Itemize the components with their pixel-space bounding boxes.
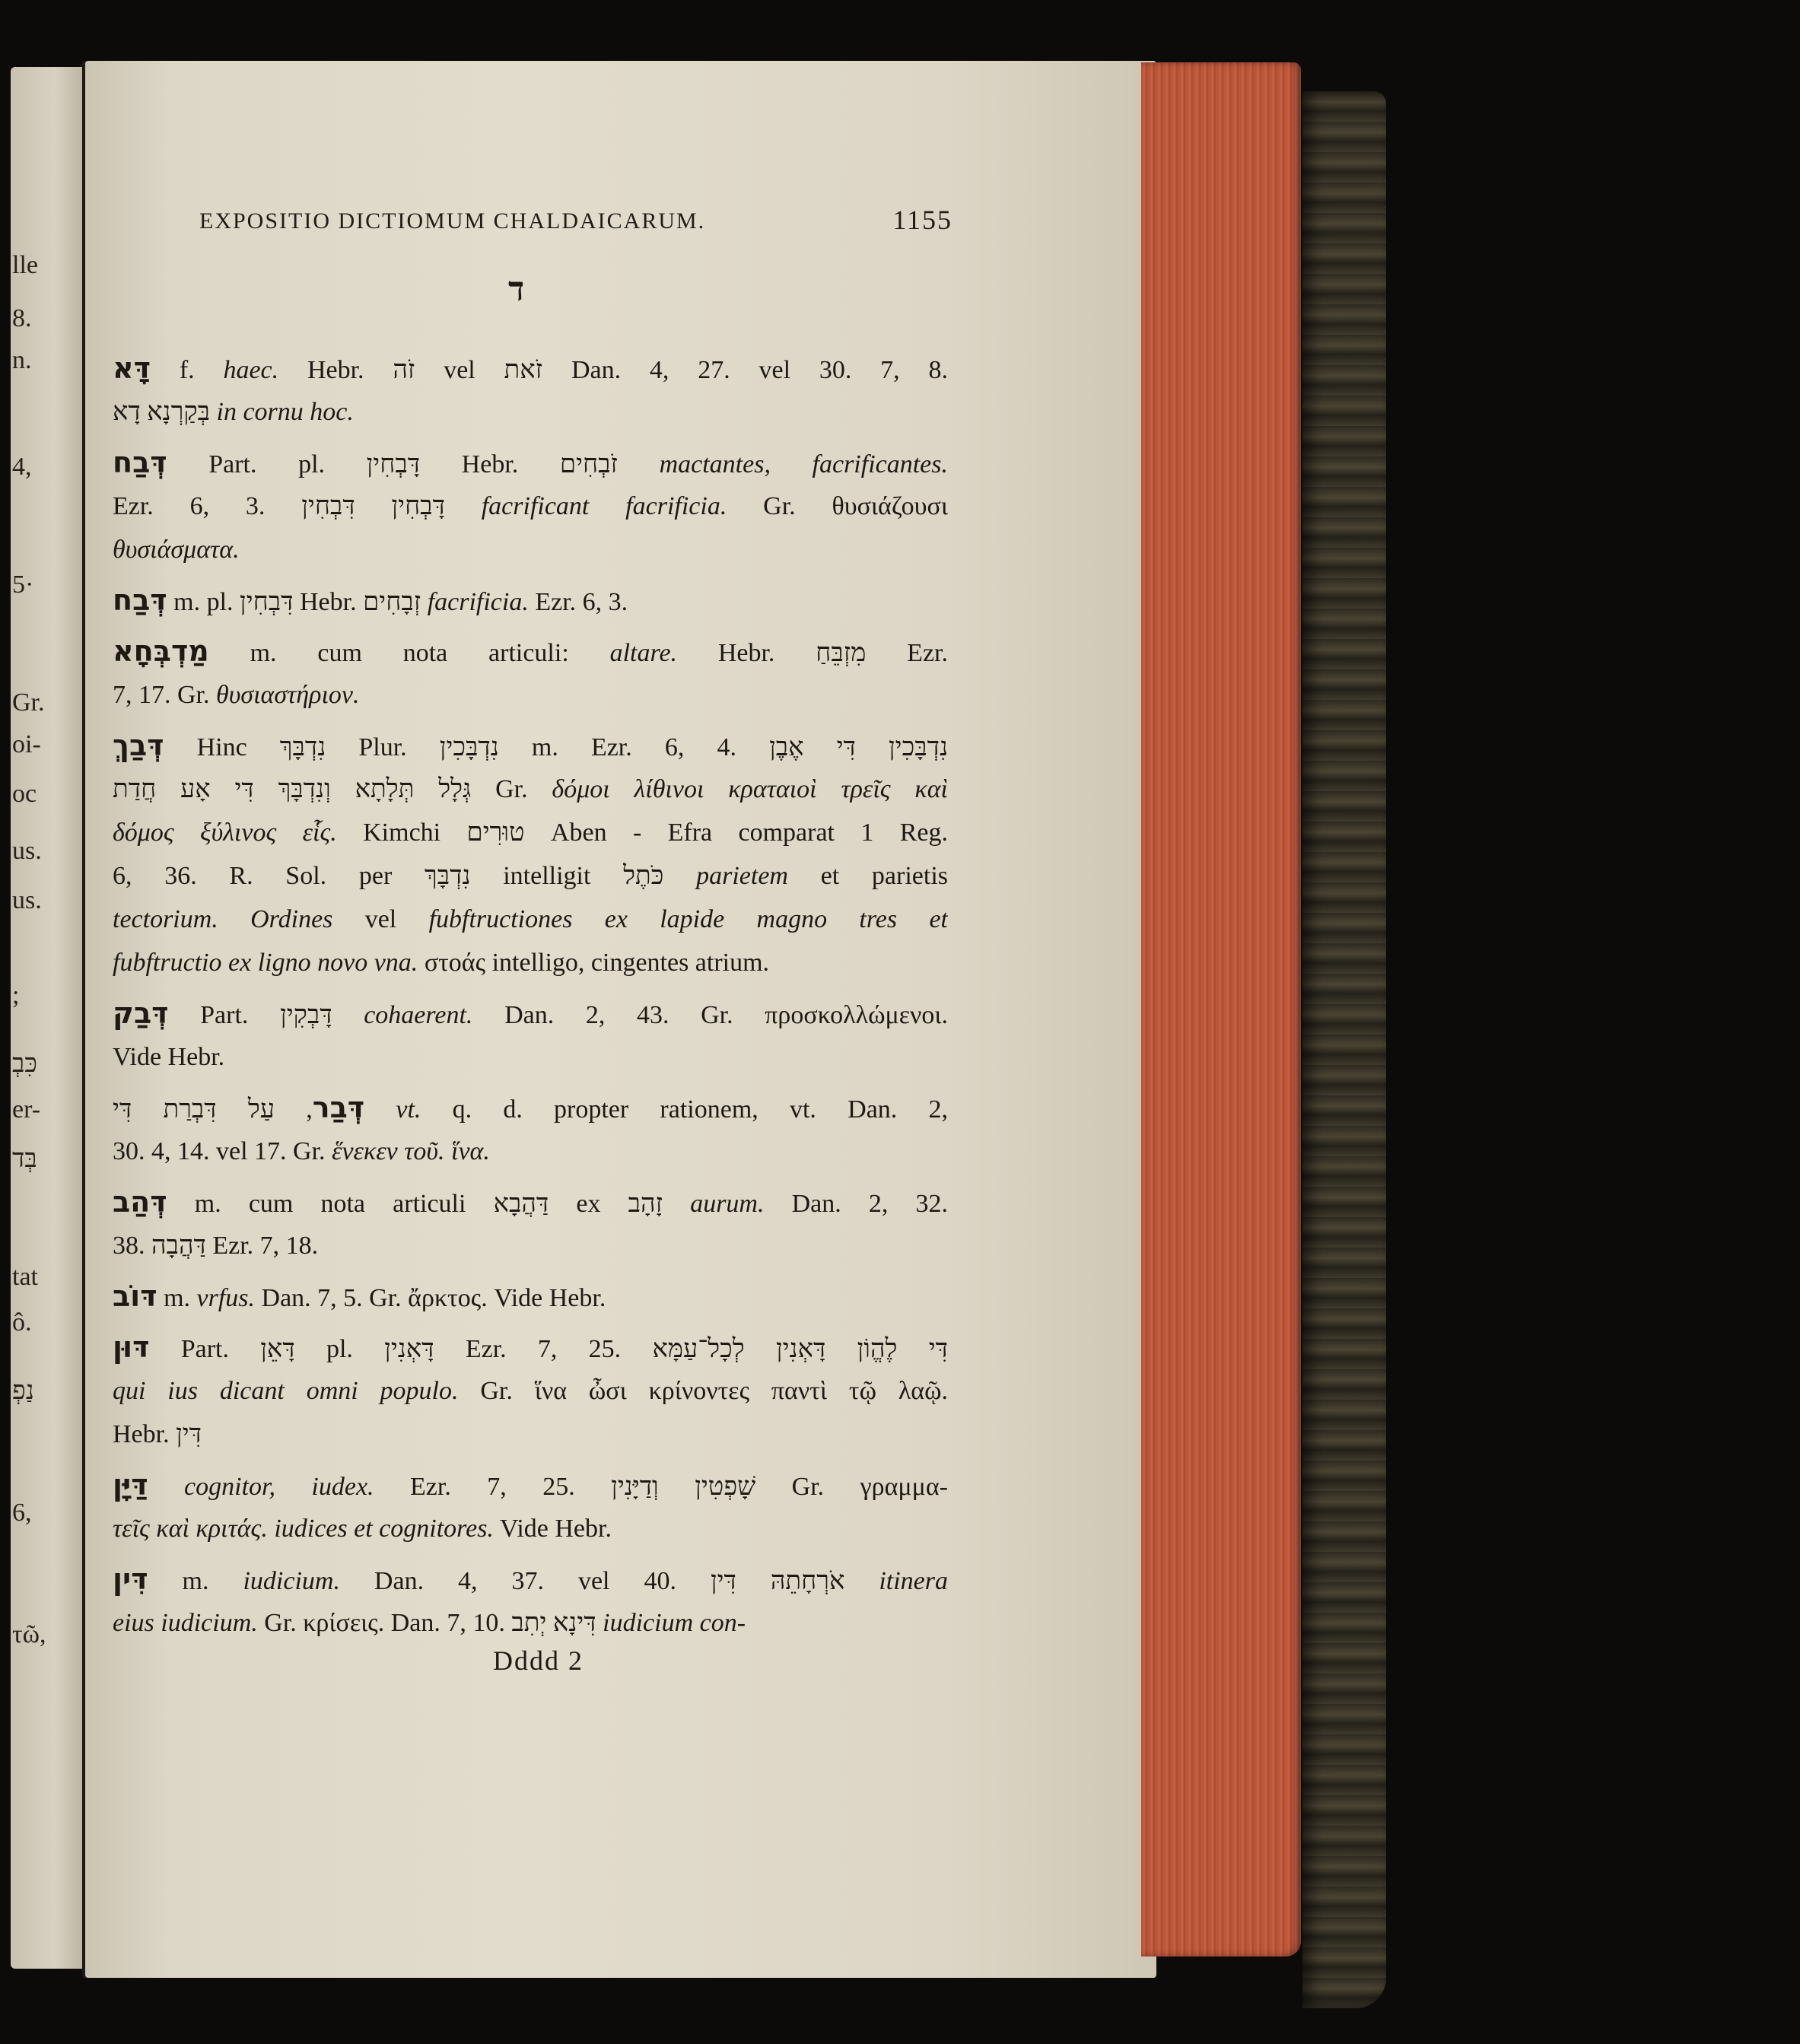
entry-text: 6, 36. R. Sol. per נִדְבָּךְ intelligit כֹּתֶל [113,862,697,890]
entry-line [113,1035,948,1079]
entry-line [113,1181,948,1224]
previous-page-fragment: oc [12,780,37,808]
latin-gloss: altare. [609,639,678,667]
dictionary-entry [113,579,948,622]
latin-gloss: aurum. [690,1190,765,1218]
headword: דְּבַק [113,997,169,1030]
entry-line [113,1224,948,1267]
entry-line [113,528,948,571]
dictionary-entry [113,1326,948,1456]
latin-gloss: cohaerent. [364,1001,473,1029]
entry-text: 38. דַּהֲבָה Ezr. 7, 18. [113,1232,319,1260]
entry-text: 7, 17. Gr. [113,681,216,709]
entry-text: m. [157,1284,197,1312]
entry-text: στοάς intelligo, cingentes atrium. [418,949,770,977]
previous-page-fragment: נַפְ [12,1377,34,1405]
latin-gloss: eius iudicium. [113,1609,258,1637]
entry-text: Hebr. דִּין [113,1420,202,1448]
previous-page-fragment: Gr. [12,688,45,717]
latin-gloss: tectorium. Ordines [113,905,333,933]
headword: דְּבַךְ [113,729,164,762]
headword: מַדְבְּחָא [113,634,209,668]
entry-line [113,898,948,941]
entry-line [113,724,948,768]
entry-line [113,1369,948,1413]
entry-line [113,941,948,984]
entry-line [113,1507,948,1550]
entry-text: Part. דָּבְקִין [168,1001,364,1029]
latin-gloss: τεῖς καὶ κριτάς. iudices et cognitores. [113,1515,494,1543]
dictionary-entry [113,1275,948,1318]
headword: דּוּן [113,1330,150,1364]
entry-text: Part. דָּאֵן pl. דָּאְנִין Ezr. 7, 25. דִּי לֶהֱוֹן דָּאְנִין לְכָל־עַמָּא [149,1335,948,1363]
dictionary-entry [113,1181,948,1267]
book-cover [1302,91,1386,2008]
headword: דִּין [113,1562,148,1596]
latin-gloss: iudicium. [243,1567,340,1595]
entry-text: Hebr. זֹה vel זֹאת Dan. 4, 27. vel 30. 7, 8. [278,356,948,384]
signature-mark: Dddd 2 [493,1645,584,1676]
entry-line [113,673,948,717]
entry-text: Ezr. 6, 3. [528,588,628,616]
headword: דְּבַח [113,583,167,617]
entry-text: vel [332,905,429,933]
entry-text: Hebr. מִזְבֵּחַ Ezr. [677,639,948,667]
latin-gloss: facrificia. [427,588,529,616]
page-number: 1155 [892,205,952,235]
dictionary-entries [113,347,948,1652]
headword: דְּהַב [113,1185,167,1219]
entry-text: et parietis [787,862,948,890]
latin-gloss: vrfus. [196,1284,256,1312]
entry-line [113,854,948,898]
page-edges [1141,62,1301,1957]
entry-line [113,1326,948,1369]
dictionary-entry [113,1086,948,1173]
latin-gloss: δόμος ξύλινος εἷς. [113,819,337,847]
latin-gloss: θυσιάσματα. [113,536,240,564]
entry-line [113,1413,948,1456]
entry-line [113,390,948,434]
entry-line [113,579,948,622]
entry-text: בְּקַרְנָא דָא [113,398,217,426]
previous-page-fragment: כִּבְ [12,1050,38,1078]
latin-gloss: θυσιαστήριον. [216,681,360,709]
previous-page-fragment: lle [12,251,38,279]
previous-page-fragment: ô. [12,1308,32,1337]
previous-page-fragment: n. [12,346,32,374]
previous-page-fragment: 6, [12,1499,32,1527]
latin-gloss: qui ius dicant omni populo. [113,1377,459,1405]
header-title: EXPOSITIO DICTIOMUM CHALDAICARUM. [199,208,706,234]
entry-text: Gr. ἵνα ὦσι κρίνοντες παντὶ τῷ λαῷ. [458,1377,948,1405]
entry-line [113,1086,948,1130]
entry-text: Ezr. 7, 25. שָׁפְטִין וְדַיָּנִין Gr. γραμμα- [374,1473,948,1501]
entry-text: Gr. κρίσεις. Dan. 7, 10. דִּינָא יְתִב [257,1609,603,1637]
entry-line [113,1601,948,1645]
entry-text: Dan. 4, 37. vel 40. אֹרְחָתֵהּ דִּין [339,1567,879,1595]
previous-page-fragment: 4, [12,453,32,481]
entry-text: 30. 4, 14. vel 17. Gr. [113,1137,332,1165]
latin-gloss: vt. [396,1095,421,1124]
entry-line [113,992,948,1035]
entry-line [113,1558,948,1601]
headword: דְּבַח [113,446,167,479]
entry-text: m. cum nota articuli דַּהֲבָא ex זָהָב [167,1190,691,1218]
entry-line [113,630,948,673]
latin-gloss: fubftructiones ex lapide magno tres et [428,905,948,933]
entry-line [113,811,948,854]
latin-gloss: cognitor, iudex. [184,1473,374,1501]
latin-gloss: mactantes, facrificantes. [659,450,948,478]
latin-gloss: ἕνεκεν τοῦ. ἵνα. [332,1137,490,1165]
previous-page-fragment: us. [12,886,42,914]
entry-text: m. cum nota articuli: [208,639,610,667]
entry-text: Ezr. 6, 3. דָּבְחִין דִּבְחִין [113,492,482,520]
headword: דּוֹב [113,1279,157,1313]
entry-text: Dan. 7, 5. Gr. ἄρκτος. Vide Hebr. [255,1284,606,1312]
entry-line [113,1464,948,1507]
entry-text: Dan. 2, 43. Gr. προσκολλώμενοι. [472,1001,948,1029]
previous-page-fragment: 5· [12,571,34,599]
headword: דְּבַר [312,1091,365,1124]
previous-page-fragment: us. [12,837,42,865]
latin-gloss: fubftructio ex ligno novo vna. [113,949,418,977]
dictionary-entry [113,1464,948,1550]
entry-text: m. [148,1567,243,1595]
entry-text: f. [151,356,224,384]
entry-text [148,1473,184,1501]
dictionary-entry [113,992,948,1079]
entry-text: גְּלָל תְּלָתָא וְנִדְבָּךְ דִּי אָע חֲדַת Gr. [113,775,552,803]
entry-line [113,1130,948,1173]
entry-line [113,441,948,485]
dictionary-entry [113,630,948,717]
previous-page-fragment: 8. [12,304,32,332]
latin-gloss: haec. [223,356,279,384]
entry-line [113,1275,948,1318]
entry-text: m. pl. דִּבְחִין Hebr. זְבָחִים [167,588,428,616]
running-header [199,199,952,245]
previous-page-fragment: ; [12,981,20,1009]
headword: דַּיָּן [113,1468,148,1502]
entry-line [113,768,948,811]
latin-gloss: iudicium con- [603,1609,746,1637]
entry-text: Vide Hebr. [493,1515,612,1543]
entry-text: Gr. θυσιάζουσι [727,492,948,520]
dictionary-entry [113,724,948,984]
latin-gloss: facrificant facrificia. [481,492,727,520]
section-letter: ד [508,270,525,309]
dictionary-entry [113,1558,948,1645]
entry-text: Vide Hebr. [113,1043,225,1071]
entry-line [113,485,948,528]
latin-gloss: parietem [696,862,788,890]
previous-page-fragment: tat [12,1263,38,1291]
entry-text: Part. pl. דָּבְחִין Hebr. זֹבְחִים [167,450,660,478]
headword: דָּא [113,351,151,385]
previous-page-fragment: בְּד [12,1145,37,1173]
entry-text: Kimchi טוּרִים Aben - Efra comparat 1 Reg. [336,819,948,847]
entry-text: Hinc נִדְבָּךְ Plur. נִדְבָּכִין m. Ezr. 6, 4. נִדְבָּכִין דִּי אֶבֶן [164,733,948,761]
dictionary-entry [113,347,948,434]
entry-line [113,347,948,390]
previous-page-fragment: oi- [12,730,41,758]
latin-gloss: itinera [879,1567,948,1595]
dictionary-entry [113,441,948,571]
latin-gloss: δόμοι λίθινοι κραταιοὶ τρεῖς καὶ [552,775,948,803]
latin-gloss: in cornu hoc. [216,398,354,426]
previous-page-fragment: er- [12,1095,41,1124]
entry-text: q. d. propter rationem, vt. Dan. 2, [421,1095,948,1124]
previous-page-fragment: τῶ, [12,1620,46,1648]
entry-text: , עַל דִּבְרַת דִּי [113,1095,396,1124]
entry-text: Dan. 2, 32. [764,1190,948,1218]
